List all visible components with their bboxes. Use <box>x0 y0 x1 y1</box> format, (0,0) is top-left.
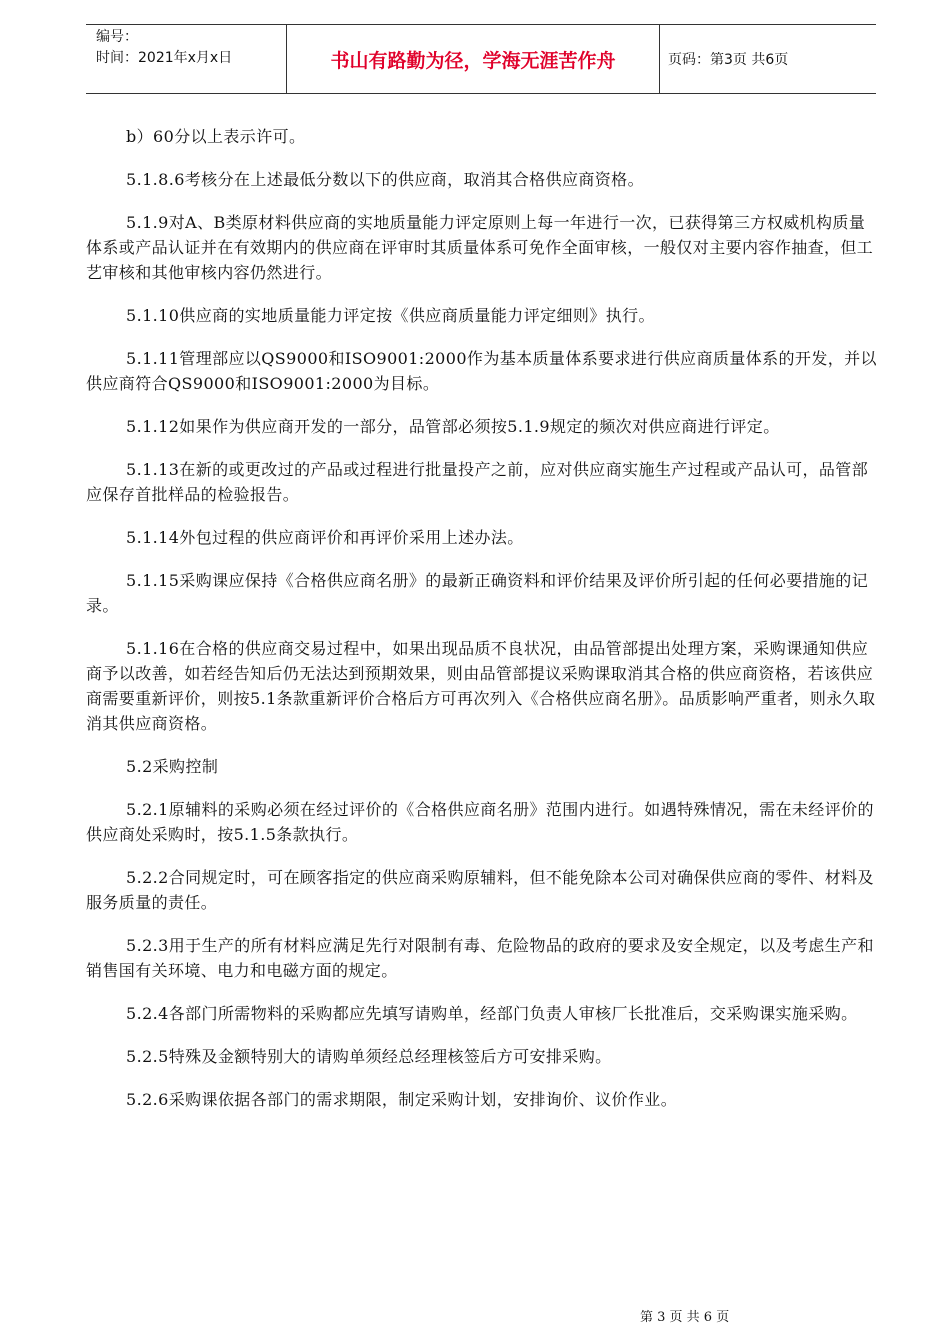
paragraph: 5.1.8.6考核分在上述最低分数以下的供应商，取消其合格供应商资格。 <box>126 170 644 189</box>
document-time-label: 时间：2021年x月x日 <box>96 50 233 66</box>
document-body <box>86 124 878 1130</box>
paragraph: 5.2.6采购课依据各部门的需求期限，制定采购计划，安排询价、议价作业。 <box>126 1090 678 1109</box>
header-page-number: 页码：第3页 共6页 <box>668 52 789 68</box>
paragraph: 5.1.14外包过程的供应商评价和再评价采用上述办法。 <box>126 528 524 547</box>
paragraph: 5.1.15采购课应保持《合格供应商名册》的最新正确资料和评价结果及评价所引起的任何必要措施的记录。 <box>86 571 869 615</box>
paragraph: 5.1.9对A、B类原材料供应商的实地质量能力评定原则上每一年进行一次，已获得第三方权威机构质量体系或产品认证并在有效期内的供应商在评审时其质量体系可免作全面审核，一般仅对主要内容作抽查，但工艺审核和其他审核内容仍然进行。 <box>86 213 874 282</box>
paragraph: 5.2.3用于生产的所有材料应满足先行对限制有毒、危险物品的政府的要求及安全规定，以及考虑生产和销售国有关环境、电力和电磁方面的规定。 <box>86 936 874 980</box>
paragraph: 5.2.2合同规定时，可在顾客指定的供应商采购原辅料，但不能免除本公司对确保供应商的零件、材料及服务质量的责任。 <box>86 868 874 912</box>
paragraph: 5.2.4各部门所需物料的采购都应先填写请购单，经部门负责人审核厂长批准后，交采购课实施采购。 <box>126 1004 858 1023</box>
paragraph: 5.1.16在合格的供应商交易过程中，如果出现品质不良状况，由品管部提出处理方案，采购课通知供应商予以改善，如若经告知后仍无法达到预期效果，则由品管部提议采购课取消其合格的供应商资格，若该供应商需要重新评价，则按5.1条款重新评价合格后方可再次列入《合格供应商名册》。品质影响严重者，则永久取消其供应商资格。 <box>86 639 876 733</box>
paragraph: 5.1.13在新的或更改过的产品或过程进行批量投产之前，应对供应商实施生产过程或产品认可，品管部应保存首批样品的检验报告。 <box>86 460 869 504</box>
paragraph: 5.2.1原辅料的采购必须在经过评价的《合格供应商名册》范围内进行。如遇特殊情况，需在未经评价的供应商处采购时，按5.1.5条款执行。 <box>86 800 874 844</box>
page-header <box>86 24 876 94</box>
header-meta <box>86 25 286 93</box>
page-footer: 第 3 页 共 6 页 <box>640 1310 730 1325</box>
section-heading: 5.2采购控制 <box>126 757 219 776</box>
paragraph: b）60分以上表示许可。 <box>126 127 306 146</box>
header-motto: 书山有路勤为径，学海无涯苦作舟 <box>286 25 660 93</box>
paragraph: 5.2.5特殊及金额特别大的请购单须经总经理核签后方可安排采购。 <box>126 1047 612 1066</box>
paragraph: 5.1.10供应商的实地质量能力评定按《供应商质量能力评定细则》执行。 <box>126 306 655 325</box>
paragraph: 5.1.11管理部应以QS9000和ISO9001:2000作为基本质量体系要求进行供应商质量体系的开发，并以供应商符合QS9000和ISO9001:2000为目标。 <box>86 349 877 393</box>
paragraph: 5.1.12如果作为供应商开发的一部分，品管部必须按5.1.9规定的频次对供应商进行评定。 <box>126 417 780 436</box>
document-number-label: 编号： <box>96 29 138 45</box>
